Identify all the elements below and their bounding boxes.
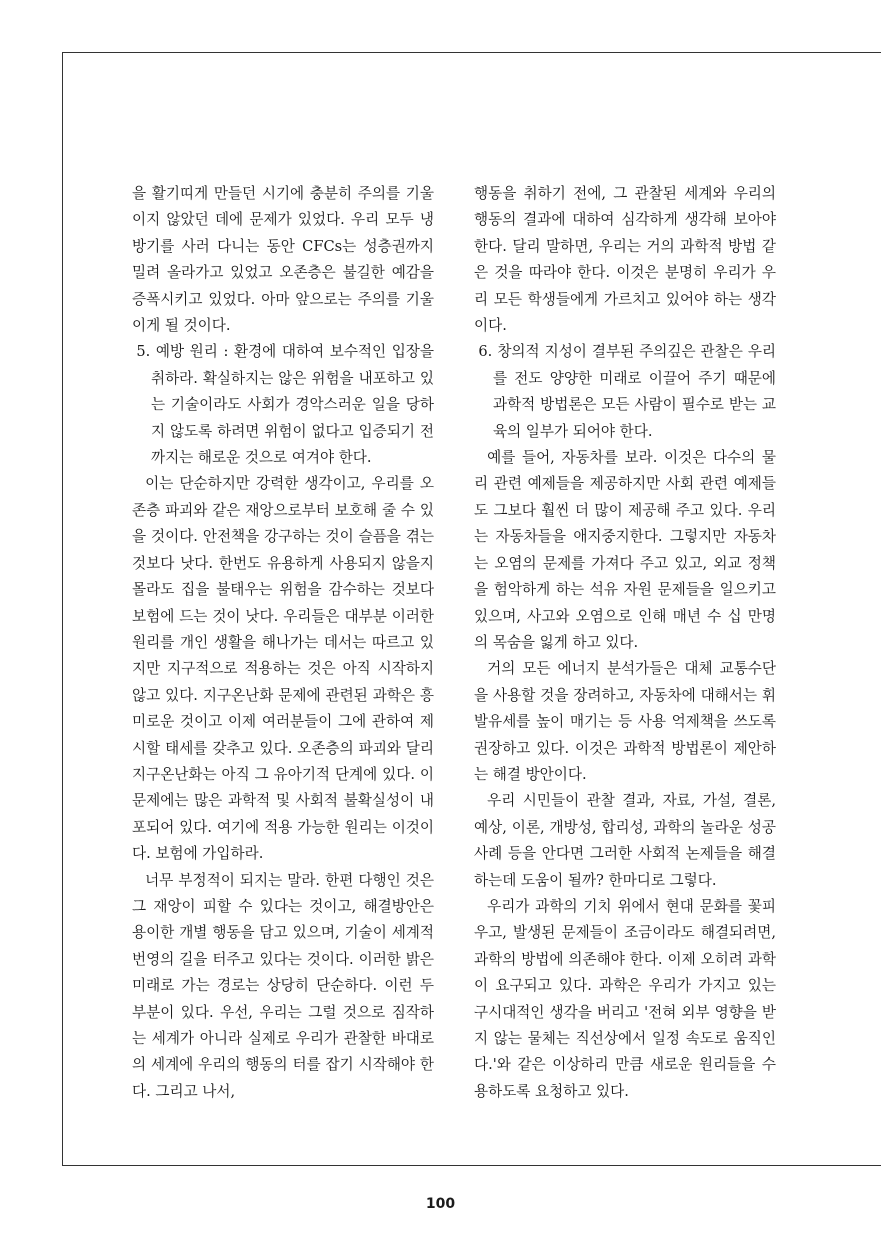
- numbered-principle-6: [474, 339, 776, 445]
- paragraph: 거의 모든 에너지 분석가들은 대체 교통수단을 사용할 것을 장려하고, 자동차에 대해서는 휘발유세를 높이 매기는 등 사용 억제책을 쓰도록 권장하고 있다. 이것은 과학적 방법론이 제안하는 해결 방안이다.: [474, 660, 776, 783]
- paragraph: 너무 부정적이 되지는 말라. 한편 다행인 것은 그 재앙이 피할 수 있다는 것이고, 해결방안은 용이한 개별 행동을 담고 있으며, 기술이 세계적 번영의 길을 터주고 있다는 것이다. 이러한 밝은 미래로 가는 경로는 상당히 단순하다. 이런 두 부분이 있다. 우선, 우리는 그럴 것으로 짐작하는 세계가 아니라 실제로 우리가 관찰한 바대로의 세계에 우리의 행동의 터를 잡기 시작해야 한다. 그리고 나서,: [132, 871, 434, 1100]
- paragraph: 우리 시민들이 관찰 결과, 자료, 가설, 결론, 예상, 이론, 개방성, 합리성, 과학의 놀라운 성공 사례 등을 안다면 그러한 사회적 논제들을 해결하는데 도움이 될까? 한마디로 그렇다.: [474, 792, 776, 889]
- page-number: 100: [425, 1196, 456, 1212]
- paragraph: 우리가 과학의 기치 위에서 현대 문화를 꽃피우고, 발생된 문제들이 조금이라도 해결되려면, 과학의 방법에 의존해야 한다. 이제 오히려 과학이 요구되고 있다. 과학은 우리가 가지고 있는 구시대적인 생각을 버리고 '전혀 외부 영향을 받지 않는 물체는 직선상에서 일정 속도로 움직인다.'와 같은 이상하리 만큼 새로운 원리들을 수용하도록 요청하고 있다.: [474, 897, 776, 1100]
- right-column: [474, 181, 776, 1105]
- numbered-principle-5: [132, 339, 434, 471]
- paragraph: 행동을 취하기 전에, 그 관찰된 세계와 우리의 행동의 결과에 대하여 심각하게 생각해 보아야 한다. 달리 말하면, 우리는 거의 과학적 방법 같은 것을 따라야 한다. 이것은 분명히 우리가 우리 모든 학생들에게 가르치고 있어야 하는 생각이다.: [474, 185, 776, 335]
- item-number: 6.: [478, 343, 493, 361]
- left-column: [132, 181, 434, 1105]
- item-text: 예방 원리 : 환경에 대하여 보수적인 입장을 취하라. 확실하지는 않은 위험을 내포하고 있는 기술이라도 사회가 경악스러운 일을 당하지 않도록 하려면 위험이 없다고 입증되기 전까지는 해로운 것으로 여겨야 한다.: [150, 343, 434, 467]
- item-text: 창의적 지성이 결부된 주의깊은 관찰은 우리를 전도 양양한 미래로 이끌어 주기 때문에 과학적 방법론은 모든 사람이 필수로 받는 교육의 일부가 되어야 한다.: [492, 343, 777, 440]
- paragraph: 예를 들어, 자동차를 보라. 이것은 다수의 물리 관련 예제들을 제공하지만 사회 관련 예제들도 그보다 훨씬 더 많이 제공해 주고 있다. 우리는 자동차들을 애지중지한다. 그렇지만 자동차는 오염의 문제를 가져다 주고 있고, 외교 정책을 험악하게 하는 석유 자원 문제들을 일으키고 있으며, 사고와 오염으로 인해 매년 수 십 만명의 목숨을 잃게 하고 있다.: [474, 449, 776, 651]
- item-number: 5.: [136, 343, 151, 361]
- paragraph: 을 활기띠게 만들던 시기에 충분히 주의를 기울이지 않았던 데에 문제가 있었다. 우리 모두 냉방기를 사러 다니는 동안 CFCs는 성층권까지 밀려 올라가고 있었고 오존층은 불길한 예감을 증폭시키고 있었다. 아마 앞으로는 주의를 기울이게 될 것이다.: [132, 185, 434, 335]
- paragraph: 이는 단순하지만 강력한 생각이고, 우리를 오존층 파괴와 같은 재앙으로부터 보호해 줄 수 있을 것이다. 안전책을 강구하는 것이 슬픔을 겪는 것보다 낫다. 한번도 유용하게 사용되지 않을지 몰라도 집을 불태우는 위험을 감수하는 것보다 보험에 드는 것이 낫다. 우리들은 대부분 이러한 원리를 개인 생활을 해나가는 데서는 따르고 있지만 지구적으로 적용하는 것은 아직 시작하지 않고 있다. 지구온난화 문제에 관련된 과학은 흥미로운 것이고 이제 여러분들이 그에 관하여 제시할 태세를 갖추고 있다. 오존층의 파괴와 달리 지구온난화는 아직 그 유아기적 단계에 있다. 이 문제에는 많은 과학적 및 사회적 불확실성이 내포되어 있다. 여기에 적용 가능한 원리는 이것이다. 보험에 가입하라.: [132, 475, 434, 863]
